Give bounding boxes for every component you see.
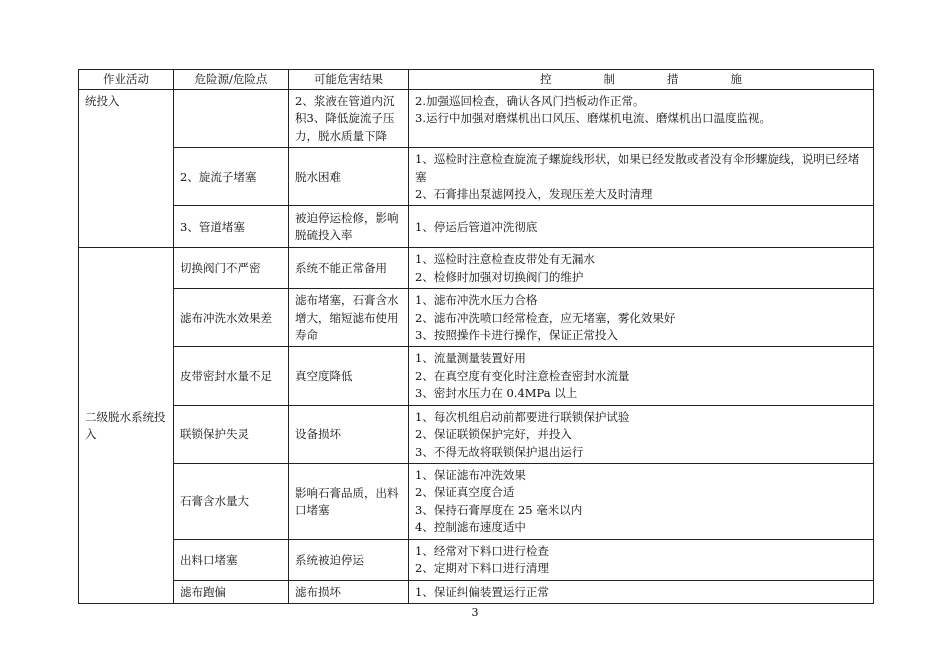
header-controls: 控制措施: [409, 70, 874, 90]
control-item: 3、密封水压力在 0.4MPa 以上: [415, 386, 578, 401]
result-cell: 系统被迫停运: [289, 539, 409, 580]
table-row: [79, 539, 874, 580]
table-row: [79, 248, 874, 289]
result-cell: 2、浆液在管道内沉积3、降低旋流子压力，脱水质量下降: [289, 90, 409, 148]
controls-cell: [409, 580, 874, 603]
control-item: 2、石膏排出泵滤网投入，发现压差大及时清理: [415, 187, 653, 202]
control-item: 2、检修时加强对切换阀门的维护: [415, 269, 584, 284]
hazard-cell: 滤布跑偏: [174, 580, 289, 603]
controls-cell: [409, 539, 874, 580]
controls-cell: [409, 148, 874, 206]
hazard-cell: 皮带密封水量不足: [174, 347, 289, 405]
table-row: [79, 347, 874, 405]
control-item: 1、巡检时注意检查皮带处有无漏水: [415, 252, 595, 267]
table-row: [79, 148, 874, 206]
control-item: 1、每次机组启动前都要进行联锁保护试验: [415, 409, 630, 424]
hazard-cell: 石膏含水量大: [174, 463, 289, 539]
risk-control-table: [78, 69, 874, 604]
control-item: 2、在真空度有变化时注意检查密封水流量: [415, 368, 630, 383]
controls-cell: [409, 289, 874, 347]
control-item: 1、停运后管道冲洗彻底: [415, 219, 538, 234]
table-row: [79, 206, 874, 248]
result-cell: 滤布堵塞，石膏含水增大，缩短滤布使用寿命: [289, 289, 409, 347]
result-cell: 被迫停运检修，影响脱硫投入率: [289, 206, 409, 248]
control-item: 1、保证纠偏装置运行正常: [415, 584, 549, 599]
activity-cell: 二级脱水系统投入: [79, 248, 174, 604]
control-item: 2.加强巡回检查，确认各风门挡板动作正常。: [415, 94, 645, 108]
controls-cell: [409, 90, 874, 148]
controls-cell: [409, 347, 874, 405]
control-item: 1、保证滤布冲洗效果: [415, 467, 526, 482]
page-number: 3: [471, 606, 479, 619]
control-item: 1、经常对下料口进行检查: [415, 543, 549, 558]
table-row: [79, 580, 874, 603]
activity-cell: 统投入: [79, 90, 174, 248]
control-item: 3、保持石膏厚度在 25 毫米以内: [415, 502, 583, 517]
result-cell: 系统不能正常备用: [289, 248, 409, 289]
table-header-row: [79, 70, 874, 90]
control-item: 1、流量测量装置好用: [415, 351, 526, 366]
table-row: [79, 405, 874, 463]
hazard-cell: 3、管道堵塞: [174, 206, 289, 248]
table-row: [79, 463, 874, 539]
hazard-cell: 2、旋流子堵塞: [174, 148, 289, 206]
control-item: 3、按照操作卡进行操作，保证正常投入: [415, 328, 618, 343]
result-cell: 脱水困难: [289, 148, 409, 206]
control-item: 1、滤布冲洗水压力合格: [415, 293, 538, 308]
control-item: 2、滤布冲洗喷口经常检查，应无堵塞，雾化效果好: [415, 310, 676, 325]
result-cell: 设备损坏: [289, 405, 409, 463]
controls-cell: [409, 206, 874, 248]
hazard-cell: 联锁保护失灵: [174, 405, 289, 463]
table-row: [79, 289, 874, 347]
hazard-cell: [174, 90, 289, 148]
controls-cell: [409, 463, 874, 539]
control-item: 2、定期对下料口进行清理: [415, 561, 549, 576]
result-cell: 真空度降低: [289, 347, 409, 405]
header-activity: 作业活动: [79, 70, 174, 90]
result-cell: 滤布损坏: [289, 580, 409, 603]
hazard-cell: 滤布冲洗水效果差: [174, 289, 289, 347]
controls-cell: [409, 248, 874, 289]
control-item: 2、保证联锁保护完好，并投入: [415, 427, 572, 442]
controls-cell: [409, 405, 874, 463]
control-item: 2、保证真空度合适: [415, 485, 515, 500]
control-item: 3.运行中加强对磨煤机出口风压、磨煤机电流、磨煤机出口温度监视。: [415, 111, 771, 126]
control-item: 4、控制滤布速度适中: [415, 520, 526, 535]
hazard-cell: 切换阀门不严密: [174, 248, 289, 289]
result-cell: 影响石膏品质，出料口堵塞: [289, 463, 409, 539]
control-item: 3、不得无故将联锁保护退出运行: [415, 444, 584, 459]
control-item: 1、巡检时注意检查旋流子螺旋线形状，如果已经发散或者没有伞形螺旋线，说明已经堵塞: [415, 152, 860, 184]
hazard-cell: 出料口堵塞: [174, 539, 289, 580]
header-result: 可能危害结果: [289, 70, 409, 90]
table-row: [79, 90, 874, 148]
header-hazard: 危险源/危险点: [174, 70, 289, 90]
